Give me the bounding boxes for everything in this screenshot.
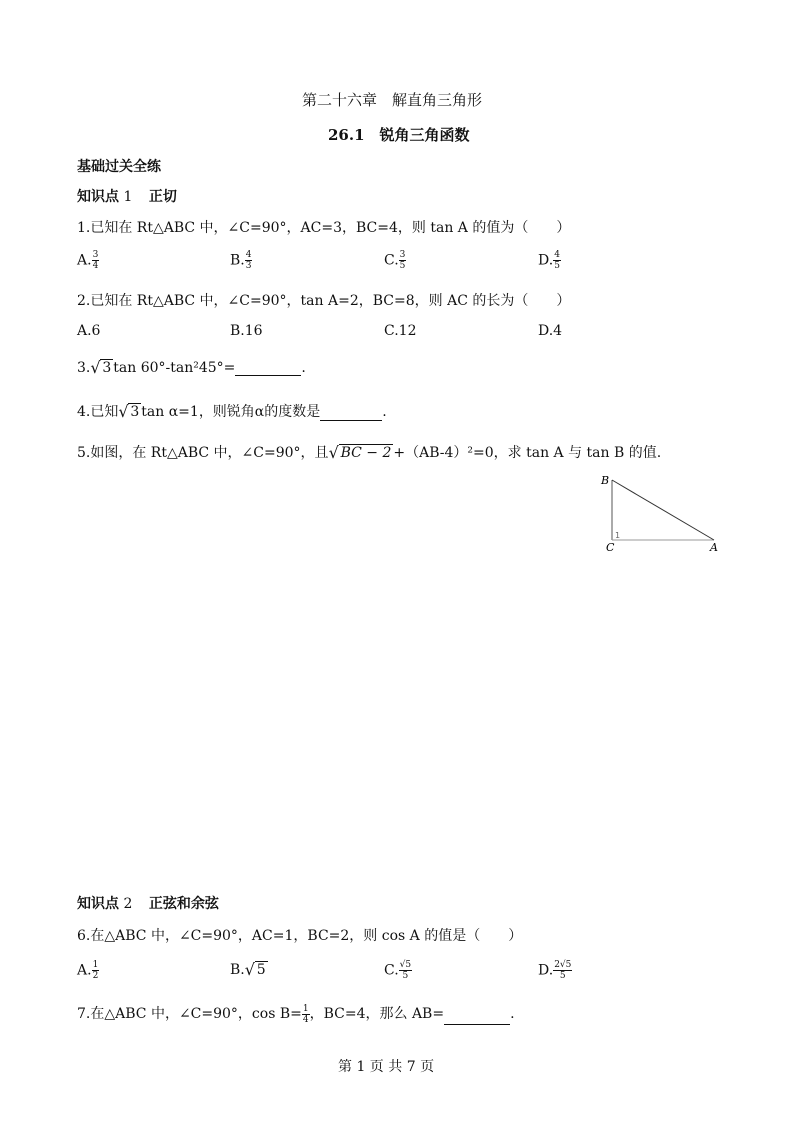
option-label: D. bbox=[538, 962, 554, 979]
sqrt-expr: √ 3 bbox=[118, 402, 140, 421]
q2-option-a[interactable]: A.6 bbox=[77, 323, 101, 339]
frac-den: 3 bbox=[245, 261, 252, 271]
q-prefix: 4.已知 bbox=[77, 404, 119, 420]
radicand: BC − 2 bbox=[340, 445, 392, 461]
q1-option-c[interactable] bbox=[384, 250, 406, 271]
q-end: . bbox=[382, 404, 387, 420]
frac-den: 2 bbox=[92, 971, 99, 981]
frac-num: 1 bbox=[302, 1003, 309, 1014]
q-end: . bbox=[510, 1006, 515, 1022]
frac-den: 4 bbox=[92, 261, 99, 271]
frac-den: 5 bbox=[399, 261, 406, 271]
option-label: A. bbox=[77, 962, 92, 979]
sqrt-expr: √ 5 bbox=[244, 960, 266, 979]
frac-num: 2√5 bbox=[554, 960, 572, 970]
vertex-b-label: B bbox=[601, 474, 610, 487]
q-text: +（AB-4）²=0，求 tan A 与 tan B 的值. bbox=[393, 445, 662, 461]
question-7 bbox=[77, 1003, 515, 1025]
q-text: tan α=1，则锐角α的度数是 bbox=[141, 404, 321, 420]
question-5 bbox=[77, 442, 661, 462]
q1-option-b[interactable] bbox=[230, 250, 252, 271]
kp-number: 1 bbox=[123, 189, 133, 205]
vertex-a-label: A bbox=[710, 541, 718, 554]
triangle-figure bbox=[598, 470, 728, 560]
kp-name: 正切 bbox=[148, 189, 177, 205]
radicand: 3 bbox=[102, 360, 112, 376]
q-prefix: 3. bbox=[77, 360, 91, 376]
q6-option-b[interactable] bbox=[230, 962, 268, 978]
q2-option-b[interactable]: B.16 bbox=[230, 323, 263, 339]
frac-num: √5 bbox=[399, 960, 412, 970]
frac-den: 5 bbox=[402, 971, 409, 981]
q2-option-c[interactable]: C.12 bbox=[384, 323, 417, 339]
q-prefix: 7.在△ABC 中，∠C=90°，cos B= bbox=[77, 1006, 302, 1022]
q6-option-c[interactable] bbox=[384, 960, 412, 981]
question-1: 1.已知在 Rt△ABC 中，∠C=90°，AC=3，BC=4，则 tan A 的值为（ ） bbox=[77, 220, 571, 236]
option-label: C. bbox=[384, 252, 399, 269]
q-prefix: 5.如图，在 Rt△ABC 中，∠C=90°，且 bbox=[77, 445, 329, 461]
chapter-title: 第二十六章 解直角三角形 bbox=[302, 91, 483, 109]
question-4 bbox=[77, 401, 387, 421]
answer-blank[interactable] bbox=[320, 406, 382, 421]
frac-num: 4 bbox=[554, 250, 560, 260]
frac-num: 1 bbox=[92, 960, 99, 970]
q2-option-d[interactable]: D.4 bbox=[538, 323, 563, 339]
kp-number: 2 bbox=[123, 896, 133, 912]
option-label: C. bbox=[384, 962, 399, 979]
answer-blank[interactable] bbox=[235, 361, 301, 376]
frac-den: 5 bbox=[559, 971, 566, 981]
side-ba bbox=[612, 480, 714, 540]
question-2: 2.已知在 Rt△ABC 中，∠C=90°，tan A=2，BC=8，则 AC 的长为（ ） bbox=[77, 293, 571, 309]
q1-option-d[interactable] bbox=[538, 250, 561, 271]
frac-num: 3 bbox=[399, 250, 406, 260]
q-text: tan 60°-tan²45°= bbox=[113, 360, 236, 376]
radicand: 3 bbox=[130, 404, 140, 420]
section-title: 26.1 锐角三角函数 bbox=[328, 126, 470, 144]
frac-den: 4 bbox=[302, 1014, 309, 1025]
sqrt-expr: √ 3 bbox=[90, 358, 112, 377]
q6-option-a[interactable] bbox=[77, 960, 99, 981]
right-angle-mark: 1 bbox=[615, 531, 621, 540]
knowledge-point-1 bbox=[77, 186, 177, 206]
q6-option-d[interactable] bbox=[538, 960, 572, 981]
frac-num: 3 bbox=[92, 250, 99, 260]
q1-option-a[interactable] bbox=[77, 250, 99, 271]
kp-label: 知识点 bbox=[77, 896, 119, 912]
kp-name: 正弦和余弦 bbox=[148, 896, 219, 912]
kp-label: 知识点 bbox=[77, 189, 119, 205]
option-label: A. bbox=[77, 252, 92, 269]
option-label: B. bbox=[230, 962, 245, 978]
radicand: 5 bbox=[256, 962, 266, 978]
q-end: . bbox=[301, 360, 306, 376]
part-heading: 基础过关全练 bbox=[77, 159, 161, 175]
answer-blank[interactable] bbox=[444, 1010, 510, 1025]
option-label: D. bbox=[538, 252, 554, 269]
option-label: B. bbox=[230, 252, 245, 269]
vertex-c-label: C bbox=[606, 541, 615, 554]
q-text: ，BC=4，那么 AB= bbox=[309, 1006, 445, 1022]
question-6: 6.在△ABC 中，∠C=90°，AC=1，BC=2，则 cos A 的值是（ ） bbox=[77, 928, 523, 944]
sqrt-expr: √ BC − 2 bbox=[328, 443, 392, 462]
question-3 bbox=[77, 360, 306, 376]
page-footer: 第 1 页 共 7 页 bbox=[338, 1059, 435, 1075]
frac-num: 4 bbox=[245, 250, 252, 260]
frac-den: 5 bbox=[554, 261, 560, 271]
knowledge-point-2 bbox=[77, 893, 219, 913]
